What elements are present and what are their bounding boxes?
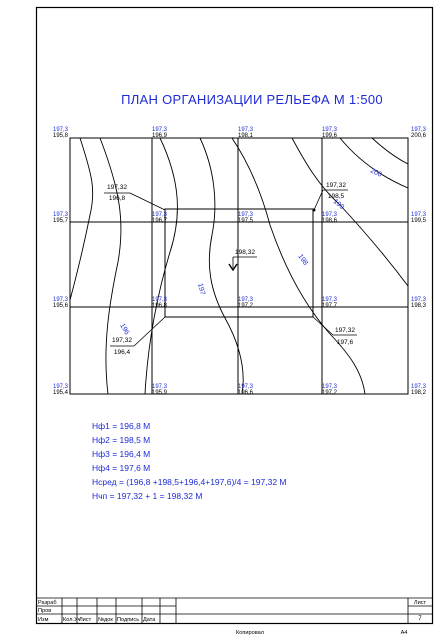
grid-node-black-mark: 198,6	[322, 218, 338, 224]
stamp-header: Дата	[143, 617, 156, 623]
center-mark	[229, 249, 257, 270]
grid-node-red-mark: 197,3	[53, 212, 69, 218]
corner-point	[313, 209, 316, 212]
sheet-format: А4	[400, 630, 408, 636]
plan-title: ПЛАН ОРГАНИЗАЦИИ РЕЛЬЕФА М 1:500	[121, 92, 383, 107]
contour-label: 197	[196, 282, 206, 296]
grid-node-black-mark: 196,8	[152, 303, 168, 309]
grid-node-black-mark: 199,5	[411, 218, 427, 224]
stamp-row-2: Пров	[38, 608, 52, 614]
grid-node-red-mark: 197,3	[411, 297, 427, 303]
formula-line: Нф1 = 196,8 М	[92, 421, 151, 431]
grid-node-red-mark: 197,3	[322, 297, 338, 303]
grid-node-black-mark: 196,6	[238, 390, 254, 396]
grid-node-red-mark: 197,3	[238, 384, 254, 390]
stamp-header: №док	[98, 617, 113, 623]
grid-node-black-mark: 197,7	[322, 303, 338, 309]
grid-node-red-mark: 197,3	[152, 127, 168, 133]
grid-node-red-mark: 197,3	[411, 127, 427, 133]
grid-node-black-mark: 199,6	[322, 133, 338, 139]
grid-node-red-mark: 197,3	[53, 297, 69, 303]
corner-label-bottom: 198,5	[327, 193, 345, 200]
grid-node-black-mark: 198,3	[411, 303, 427, 309]
grid-node-red-mark: 197,3	[411, 212, 427, 218]
grid-node-red-mark: 197,3	[322, 384, 338, 390]
grid-node-red-mark: 197,3	[152, 384, 168, 390]
title-block-text	[38, 600, 427, 636]
contour-label: 196	[118, 322, 131, 337]
grid-node-red-mark: 197,3	[152, 297, 168, 303]
formula-line: Нф3 = 196,4 М	[92, 449, 151, 459]
formula-line: Нф2 = 198,5 М	[92, 435, 151, 445]
stamp-header: Лист	[79, 617, 92, 623]
grid-node-red-mark: 197,3	[322, 127, 338, 133]
corner-label-bottom: 197,6	[336, 339, 354, 346]
grid-node-red-mark: 197,3	[411, 384, 427, 390]
corner-label-bottom: 196,4	[113, 349, 131, 356]
title-block	[37, 598, 433, 624]
grid-node-red-mark: 197,3	[238, 127, 254, 133]
grid-node-black-mark: 195,9	[152, 390, 168, 396]
grid-node-red-mark: 197,3	[152, 212, 168, 218]
formula-line: Нсред = (196,8 +198,5+196,4+197,6)/4 = 197,32 М	[92, 477, 287, 487]
corner-label-top: 197,32	[335, 327, 355, 334]
corner-label-top: 197,32	[326, 182, 346, 189]
sheet-number: 7	[418, 616, 422, 622]
grid-node-black-mark: 197,2	[322, 390, 338, 396]
grid-node-black-mark: 195,8	[53, 133, 69, 139]
contour-label: 199	[331, 198, 346, 212]
copied-by: Копировал	[235, 630, 265, 636]
grid-node-black-mark: 195,7	[53, 218, 69, 224]
contour-label: 200	[369, 167, 383, 179]
formula-line: Нф4 = 197,6 М	[92, 463, 151, 473]
grid-node-black-mark: 198,1	[238, 133, 254, 139]
corner-label-top: 197,32	[107, 184, 127, 191]
grid-node-black-mark: 196,9	[152, 133, 168, 139]
grid-node-black-mark: 195,6	[53, 303, 69, 309]
grid-node-red-mark: 197,3	[53, 127, 69, 133]
stamp-row-1: Разраб	[38, 600, 57, 606]
grid-node-black-mark: 197,5	[238, 218, 254, 224]
stamp-header: Изм	[38, 617, 49, 623]
grid-node-red-mark: 197,3	[238, 212, 254, 218]
grid-node-black-mark: 198,2	[411, 390, 427, 396]
grid-node-black-mark: 200,6	[411, 133, 427, 139]
stamp-header: Кол.Уч	[63, 617, 81, 623]
grid-node-black-mark: 195,4	[53, 390, 69, 396]
grid-node-black-mark: 196,7	[152, 218, 168, 224]
grid-node-red-mark: 197,3	[53, 384, 69, 390]
grid-node-red-mark: 197,3	[238, 297, 254, 303]
corner-callouts	[104, 190, 357, 346]
grid-node-black-mark: 197,2	[238, 303, 254, 309]
contour-label: 198	[296, 253, 309, 267]
stamp-header: Подпись	[117, 617, 140, 623]
center-mark-label: 198,32	[235, 249, 255, 256]
corner-label-bottom: 196,8	[108, 195, 126, 202]
formula-line: Нчп = 197,32 + 1 = 198,32 М	[92, 491, 203, 501]
grid-node-red-mark: 197,3	[322, 212, 338, 218]
corner-label-top: 197,32	[112, 337, 132, 344]
formulas	[92, 421, 287, 501]
sheet-label: Лист	[413, 600, 427, 606]
